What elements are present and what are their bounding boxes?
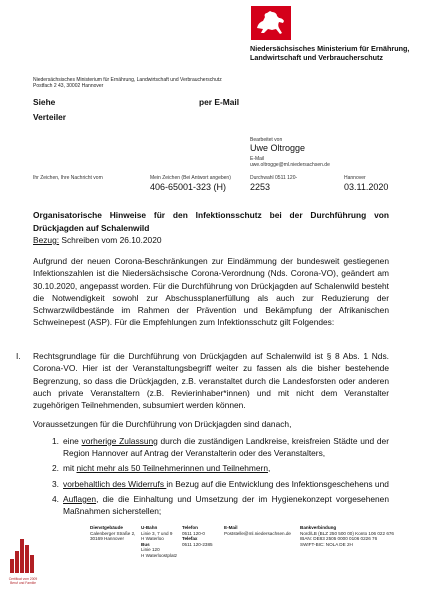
footer-bus-heading: Bus (141, 541, 150, 547)
footer-phone-number: 0511 120-0 (182, 530, 205, 536)
ref-your-reference (33, 175, 103, 181)
sender-line-2: Postfach 2 43, 30002 Hannover (33, 83, 104, 89)
reference-line (33, 234, 162, 246)
section-numeral: I. (16, 351, 21, 361)
contact-label: Bearbeitet von (250, 137, 283, 143)
bezug-text: Schreiben vom 26.10.2020 (59, 235, 162, 245)
footer-ubahn-lines: Linie 3, 7 und 9 (141, 530, 173, 536)
phone-label: Durchwahl 0511 120- (250, 175, 298, 181)
footer-bus-stop: H Waterloostplatz (141, 552, 178, 558)
section-prerequisites: Voraussetzungen für die Durchführung von Drückjagden sind danach, (33, 419, 292, 430)
ref-phone (250, 175, 297, 193)
footer-transport (141, 525, 177, 559)
footer-email-address[interactable]: Poststelle@ml.niedersachsen.de (224, 530, 291, 536)
footer-building-heading: Dienstgebäude (90, 525, 123, 530)
ref-date (344, 175, 388, 193)
footer-email (224, 525, 291, 536)
footer-bank-account: Nord/LB (BLZ 250 500 00) Konto 106 022 676 (300, 530, 394, 536)
list-item-number: 4. (52, 493, 59, 504)
footer-bus-line: Linie 120 (141, 547, 160, 553)
list-item-underlined: nicht mehr als 50 Teilnehmerinnen und Teilnehmern (76, 463, 268, 474)
list-item-underlined: vorherige Zulassung (81, 435, 158, 446)
list-item-underlined: vorbehaltlich des Widerrufs (63, 478, 167, 489)
prerequisites-list (33, 435, 389, 518)
ministry-line-2: Landwirtschaft und Verbraucherschutz (250, 53, 383, 62)
recipient-siehe: Siehe (33, 97, 56, 107)
list-item-number: 1. (52, 435, 59, 446)
list-item-number: 3. (52, 478, 59, 489)
list-item-post: , (268, 463, 271, 474)
list-item-number: 2. (52, 463, 59, 474)
subject-line: Organisatorische Hinweise für den Infektionsschutz bei der Durchführung von Drückjagden auf Schalenwild (33, 210, 389, 233)
ministry-line-1: Niedersächsisches Ministerium für Ernährung, (250, 44, 410, 53)
list-item-post: , die die Einhaltung und Umsetzung der im Hygienekonzept vorgesehenen Maßnahmen sicherstellen; (63, 493, 389, 517)
footer-building-street: Calenberger Straße 2, (90, 530, 136, 536)
section-paragraph: Rechtsgrundlage für die Durchführung von Drückjagden auf Schalenwild ist § 8 Abs. 1 Nds. Corona-VO. Hier ist der Veranstaltungsbegriff weiter zu fassen als die bisher bestehende Begrenzung, so dass die Drückjagden, z.B. veranstaltet durch die Landesforsten oder anderen auch private Veranstaltern (z.B. Revierinhaber*innen) und mit nicht dem Veranstalter zugehörigen Teilnehmenden, subsumiert werden können. (33, 351, 389, 411)
footer-email-heading: E-Mail (224, 525, 238, 530)
footer-bank-iban: IBAN: DE83 2505 0000 0106 0226 76 (300, 536, 378, 542)
body-text (33, 255, 389, 329)
list-item-pre: eine (63, 435, 82, 446)
list-item (33, 462, 389, 474)
ministry-name (250, 44, 409, 62)
recipient-verteiler: Verteiler (33, 112, 67, 122)
list-item (33, 493, 389, 518)
your-ref-label: Ihr Zeichen, Ihre Nachricht vom (33, 175, 103, 181)
contact-name: Uwe Oltrogge (250, 143, 306, 153)
contact-block (250, 137, 330, 168)
phone-value: 2253 (250, 182, 271, 192)
lower-saxony-horse-logo-icon (251, 6, 291, 40)
place-label: Hannover (344, 175, 366, 181)
list-item-post: in Bezug auf die Entwicklung des Infektionsgeschehens und (166, 478, 389, 489)
contact-email[interactable]: uwe.oltrogge@ml.niedersachsen.de (250, 162, 330, 168)
list-item-pre: mit (63, 463, 77, 474)
footer-bank (300, 525, 394, 547)
contact-email-label: E-Mail (250, 156, 265, 162)
list-item (33, 435, 389, 460)
footer-fax-heading: Telefax (182, 536, 198, 542)
ref-my-reference (150, 175, 231, 193)
certificate-text: Certificat vom 2009 Beruf und Familie (8, 577, 38, 585)
footer-phone-heading: Telefon (182, 525, 198, 530)
footer-bank-heading: Bankverbindung (300, 525, 337, 530)
family-certificate-logo-icon (8, 537, 38, 575)
sender-address (33, 77, 222, 89)
my-ref-value: 406-65001-323 (H) (150, 182, 227, 192)
footer-bank-bic: SWIFT-BIC: NOLA DE 2H (300, 541, 353, 547)
section-i (33, 350, 389, 521)
footer-fax-number: 0511 120-2385 (182, 541, 213, 547)
list-item-post: durch die zuständigen Landkreise, kreisfreien Städte und der Region Hannover auf Antrag der Veranstalterin oder des Veranstalters, (63, 435, 389, 459)
footer-ubahn-heading: U-Bahn (141, 525, 158, 530)
send-mode: per E-Mail (199, 97, 240, 107)
list-item-underlined: Auflagen (63, 493, 97, 504)
footer-ubahn-stop: H Waterloo (141, 536, 164, 542)
my-ref-label: Mein Zeichen (Bei Antwort angeben) (150, 175, 231, 181)
body-paragraph: Aufgrund der neuen Corona-Beschränkungen zur Eindämmung der bundesweit gestiegenen Infektionszahlen ist die Niedersächsische Corona-Verordnung (Nds. Corona-VO), geändert am 30.10.2020, angepasst worden. Für die Durchführung von Drückjagden auf Schalenwild besteht die Notwendigkeit sowohl zur Abschussplanerfüllung als auch zur Reduzierung der Schwarzwildbestände im Rahmen der Prävention und Bekämpfung der Afrikanischen Schweinepest (ASP). Für die Empfehlungen zum Infektionsschutz gilt Folgendes: (33, 256, 389, 328)
sender-line-1: Niedersächsisches Ministerium für Ernährung, Landwirtschaft und Verbraucherschutz (33, 77, 222, 83)
footer-building-city: 30169 Hannover (90, 536, 124, 542)
list-item (33, 478, 389, 490)
date-value: 03.11.2020 (344, 182, 389, 192)
footer-phone (182, 525, 213, 547)
bezug-label: Bezug: (33, 235, 60, 245)
footer-building (90, 525, 135, 542)
